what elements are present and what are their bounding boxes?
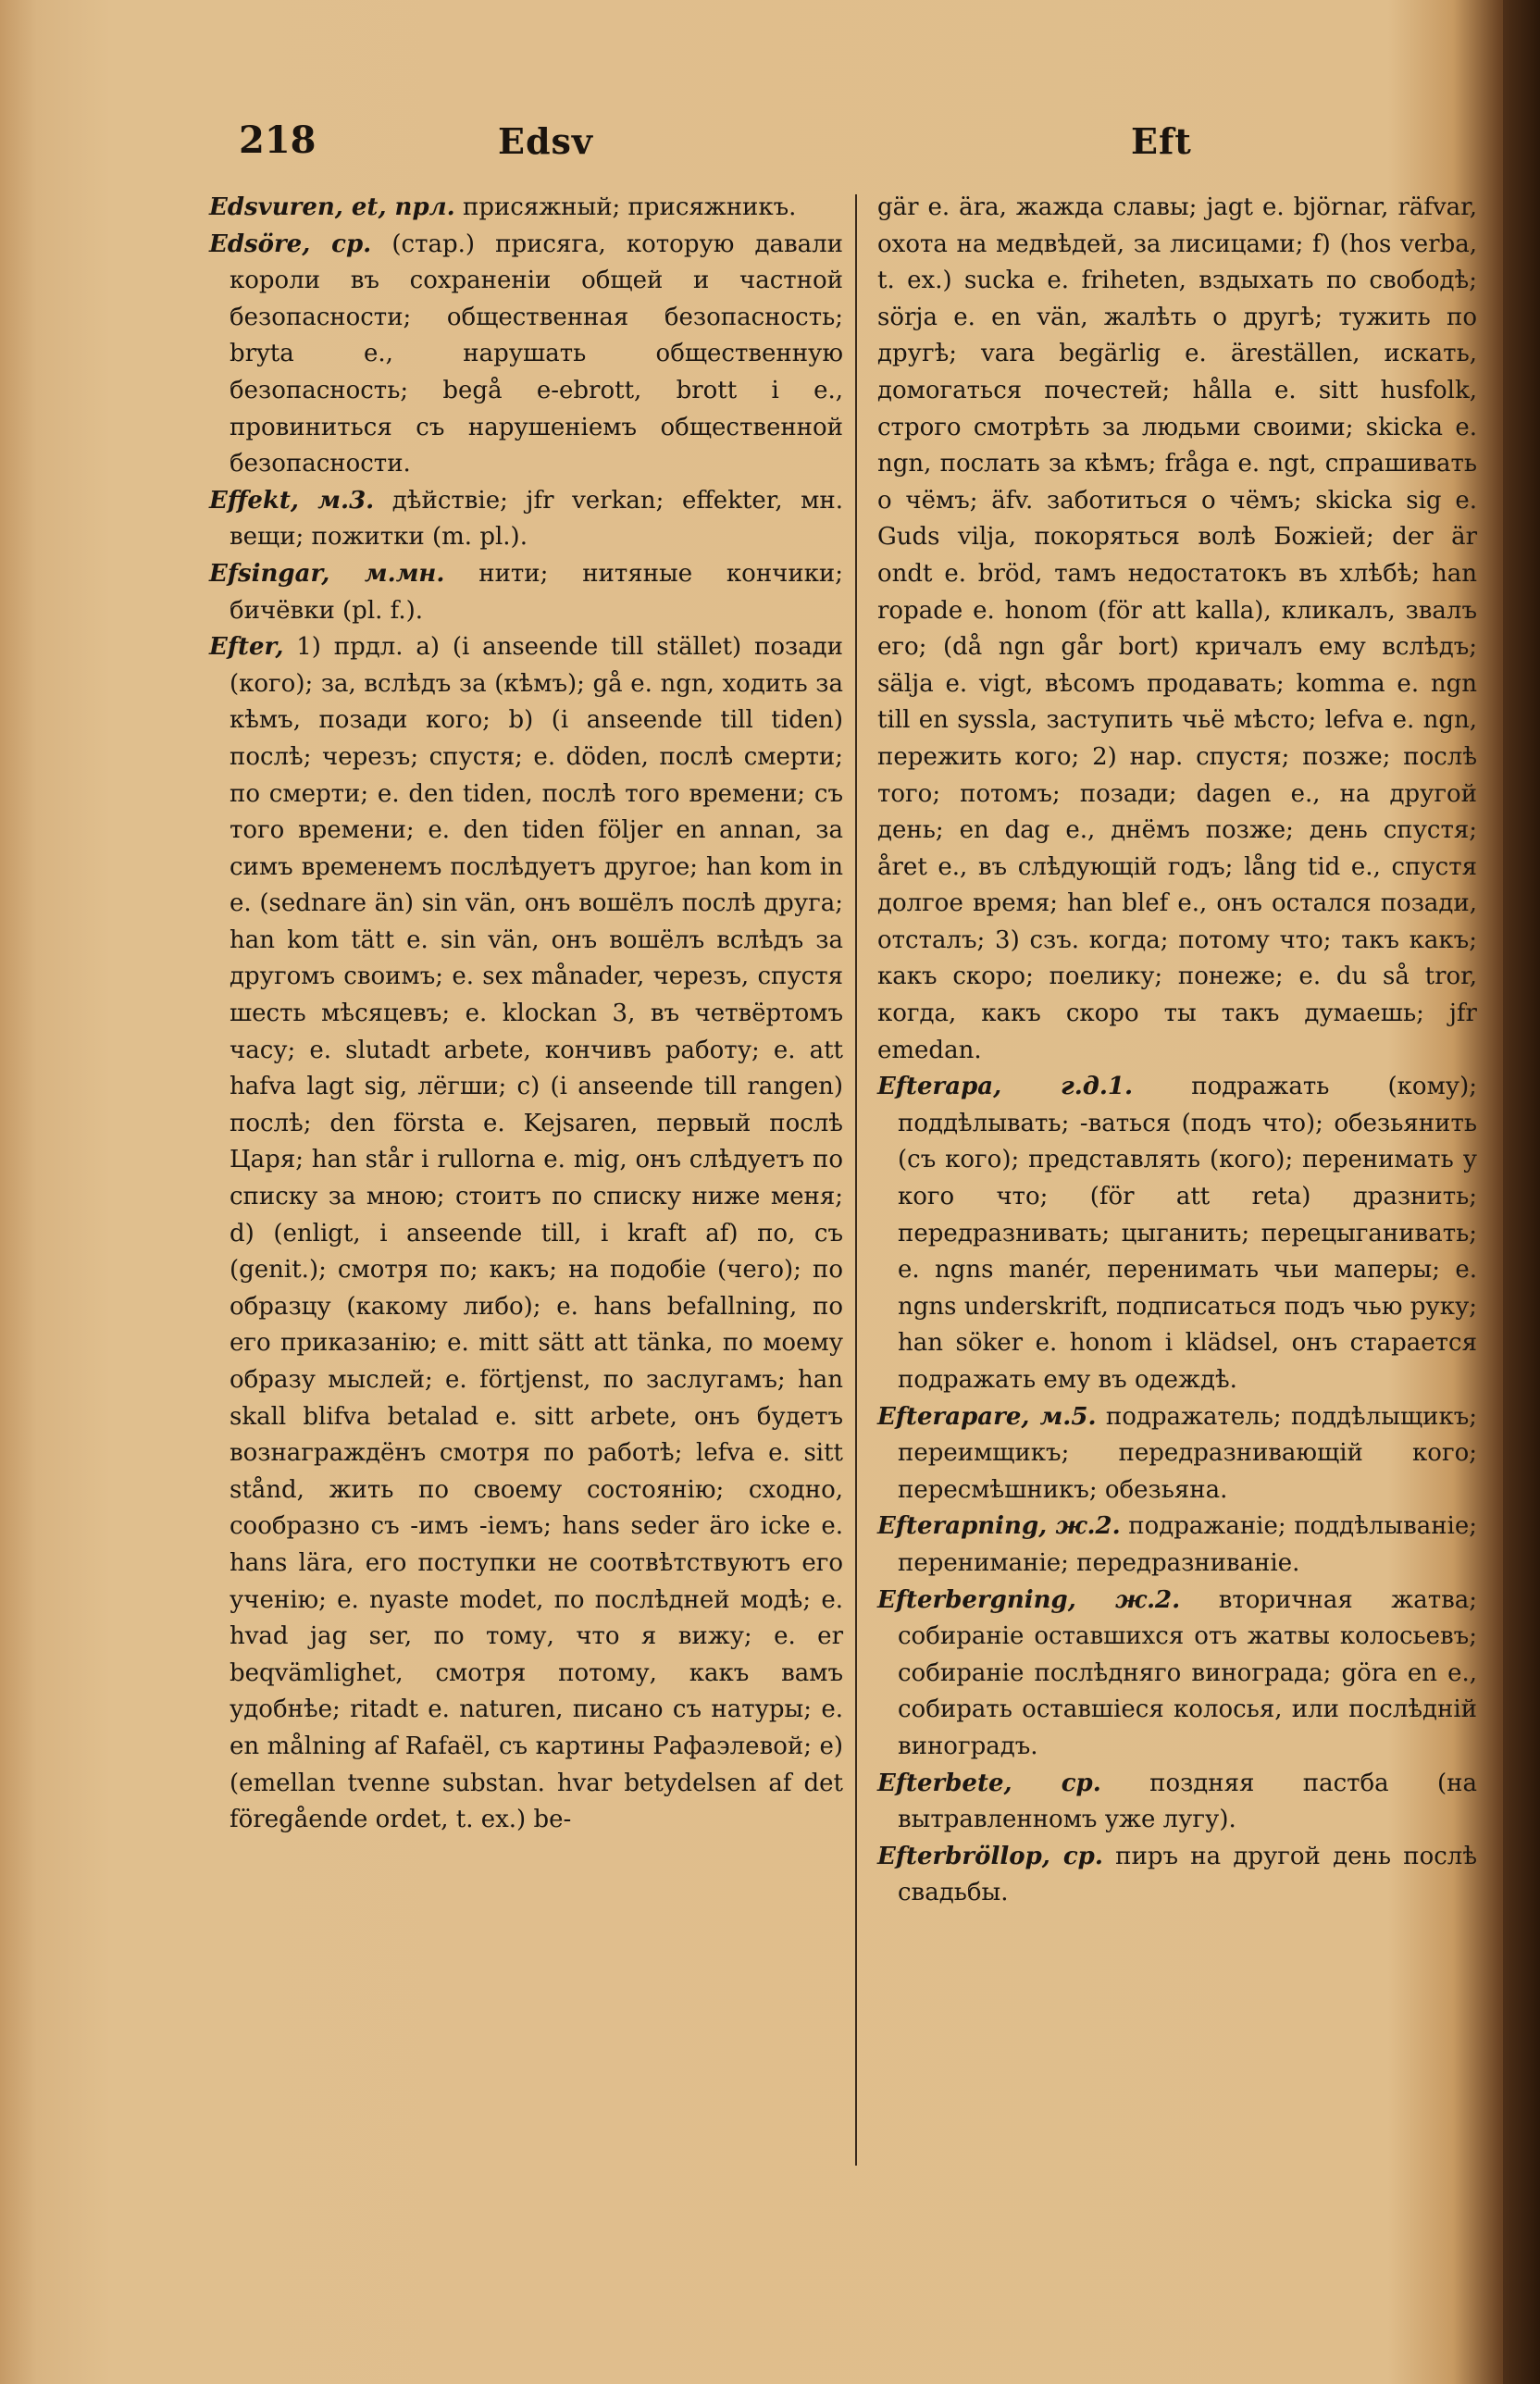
entry: Efterbete, ср. поздняя пастба (на вытравленномъ уже лугу).: [877, 1769, 1477, 1834]
left-running-head: Edsv: [498, 120, 594, 162]
entry: Efterapa, г.д.1. подражать (кому); поддѣлывать; -ваться (подъ что); обезьянить (съ кого); представлять (кого); перенимать у кого что; (för att reta) дразнить; передразнивать; цыганить; перецыганивать; e. ngns manér, перенимать чьи маперы; e. ngns underskrift, подписаться подъ чью руку; han söker e. honom i klädsel, онъ старается подражать ему въ одеждѣ.: [877, 1073, 1477, 1394]
column-divider: [855, 194, 857, 2166]
page-number: 218: [239, 118, 317, 162]
book-spine-edge: [1503, 0, 1540, 2384]
entry: Efterbergning, ж.2. вторичная жатва; собираніе оставшихся отъ жатвы колосьевъ; собираніе послѣдняго винограда; göra en e., собирать оставшіеся колосья, или послѣдній виноградъ.: [877, 1585, 1477, 1760]
entry: Edsvuren, et, прл. присяжный; присяжникъ.: [209, 193, 797, 221]
left-column: [209, 190, 843, 1839]
entry: Edsöre, ср. (стар.) присяга, которую давали короли въ сохраненіи общей и частной безопасности; общественная безопасность; bryta e., нарушать общественную безопасность; begå e-ebrott, brott i e., провиниться съ нарушеніемъ общественной безопасности.: [209, 230, 844, 478]
entry: Efterapning, ж.2. подражаніе; поддѣлываніе; перениманіе; передразниваніе.: [877, 1512, 1478, 1577]
page-header: [0, 109, 1540, 174]
entry: Efterapare, м.5. подражатель; поддѣлыщикъ; переимщикъ; передразнивающій кого; пересмѣшникъ; обезьяна.: [877, 1402, 1477, 1504]
right-running-head: Eft: [1131, 120, 1192, 162]
entry: Efter, 1) прдл. a) (i anseende till stället) позади (кого); за, вслѣдъ за (кѣмъ); gå e. ngn, ходить за кѣмъ, позади кого; b) (i anseende till tiden) послѣ; черезъ; спустя; e. döden, послѣ смерти; по смерти; e. den tiden, послѣ того времени; съ того времени; e. den tiden följer en annan, за симъ временемъ послѣдуетъ другое; han kom in e. (sednare än) sin vän, онъ вошёлъ послѣ друга; han kom tätt e. sin vän, онъ вошёлъ вслѣдъ за другомъ своимъ; e. sex månader, черезъ, спустя шесть мѣсяцевъ; e. klockan 3, въ четвёртомъ часу; e. slutadt arbete, кончивъ работу; e. att hafva lagt sig, лёгши; c) (i anseende till rangen) послѣ; den första e. Kejsaren, первый послѣ Царя; han står i rullorna e. mig, онъ слѣдуетъ по списку за мною; стоитъ по списку ниже меня; d) (enligt, i anseende till, i kraft af) по, съ (genit.); смотря по; какъ; на подобіе (чего); по образцу (какому либо); e. hans befallning, по его приказанію; e. mitt sätt att tänka, по моему образу мыслей; e. förtjenst, по заслугамъ; han skall blifva betalad e. sitt arbete, онъ будетъ вознаграждёнъ смотря по работѣ; lefva e. sitt stånd, жить по своему состоянію; сходно, сообразно съ -имъ -іемъ; hans seder äro icke e. hans lära, его поступки не соотвѣтствуютъ его ученію; e. nyaste modet, по послѣдней модѣ; e. hvad jag ser, по тому, что я вижу; e. er beqvämlighet, смотря потому, какъ вамъ удобнѣе; ritadt e. naturen, писано съ натуры; e. en målning af Rafaël, съ картины Рафаэлевой; e) (emellan tvenne substan. hvar betydelsen af det föregående ordet, t. ex.) be-: [209, 633, 843, 1834]
right-column: [877, 190, 1477, 1912]
entry: Effekt, м.3. дѣйствіе; jfr verkan; effekter, мн. вещи; пожитки (m. pl.).: [209, 486, 844, 552]
entry: Efsingar, м.мн. нити; нитяные кончики; бичёвки (pl. f.).: [209, 559, 844, 625]
entry: Efterbröllop, ср. пиръ на другой день послѣ свадьбы.: [877, 1842, 1477, 1907]
entry-continuation: gär e. ära, жажда славы; jagt e. björnar, räfvar, охота на медвѣдей, за лисицами; f) (hos verba, t. ex.) sucka e. friheten, вздыхать по свободѣ; sörja e. en vän, жалѣть о другѣ; тужить по другѣ; vara begärlig e. äreställen, искать, домогаться почестей; hålla e. sitt husfolk, строго смотрѣть за людьми своими; skicka e. ngn, послать за кѣмъ; fråga e. ngt, спрашивать о чёмъ; äfv. заботиться о чёмъ; skicka sig e. Guds vilja, покоряться волѣ Божіей; der är ondt e. bröd, тамъ недостатокъ въ хлѣбѣ; han ropade e. honom (för att kalla), кликалъ, звалъ его; (då ngn går bort) кричалъ ему вслѣдъ; sälja e. vigt, вѣсомъ продавать; komma e. ngn till en syssla, заступить чьё мѣсто; lefva e. ngn, пережить кого; 2) нар. спустя; позже; послѣ того; потомъ; позади; dagen e., на другой день; en dag e., днёмъ позже; день спустя; året e., въ слѣдующій годъ; lång tid e., спустя долгое время; han blef e., онъ остался позади, отсталъ; 3) сзъ. когда; потому что; такъ какъ; какъ скоро; поелику; понеже; e. du så tror, когда, какъ скоро ты такъ думаешь; jfr emedan.: [877, 193, 1477, 1064]
